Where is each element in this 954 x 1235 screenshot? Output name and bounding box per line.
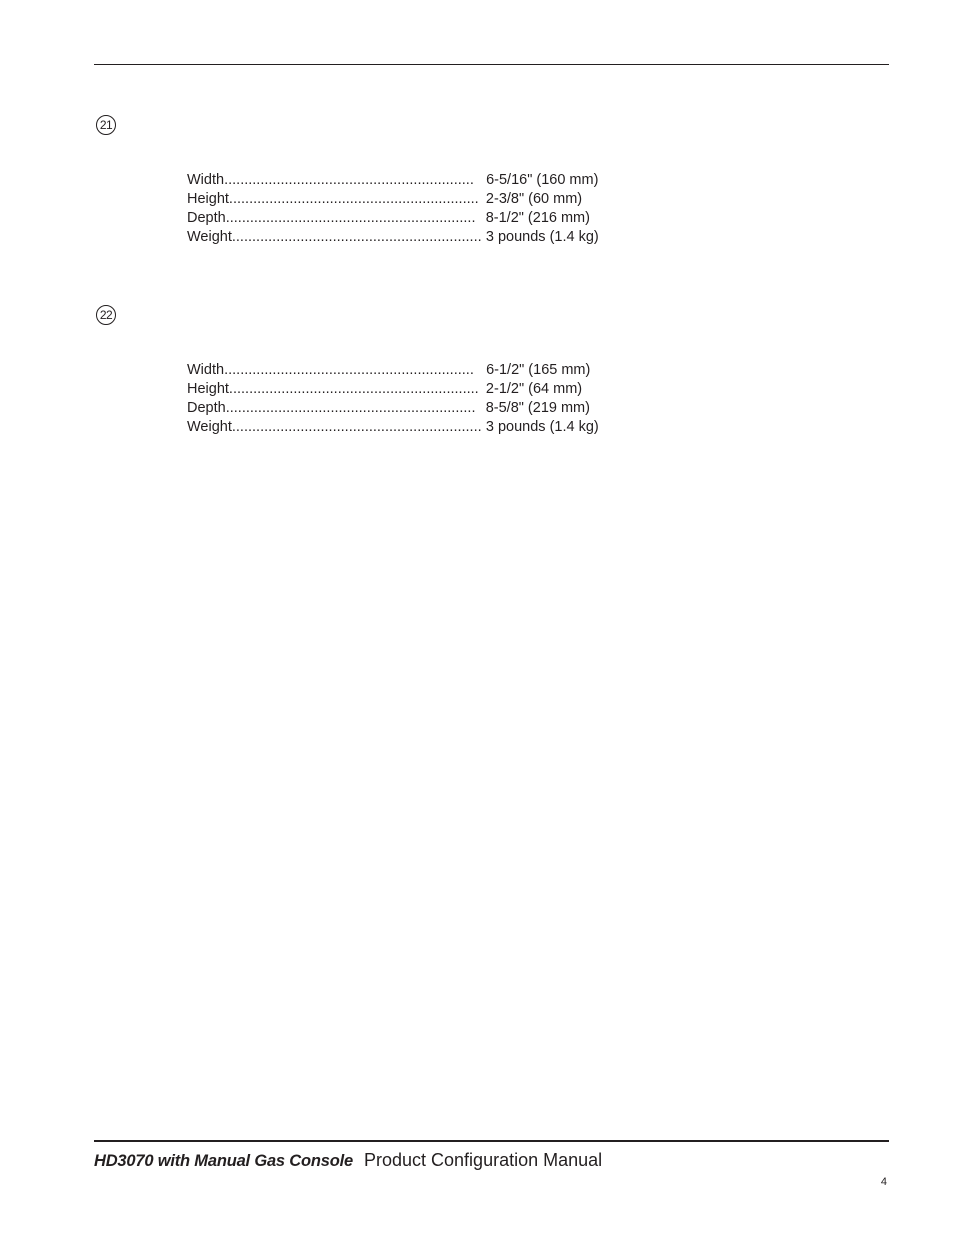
spec-value: 2-3/8" (60 mm) (485, 191, 583, 207)
spec-row-depth (187, 399, 627, 418)
spec-value: 3 pounds (1.4 kg) (485, 229, 599, 245)
spec-label: Depth (187, 210, 226, 226)
spec-label: Width (187, 172, 225, 188)
spec-value: 6-5/16" (160 mm) (486, 172, 599, 188)
spec-value: 6-1/2" (165 mm) (486, 362, 591, 378)
footer-title (94, 1149, 602, 1172)
page-number: 4 (880, 1176, 887, 1188)
spec-row-width (187, 171, 627, 190)
spec-value: 8-1/2" (216 mm) (485, 210, 590, 226)
spec-row-weight (187, 418, 627, 437)
spec-label: Weight (187, 229, 232, 245)
spec-row-weight (187, 228, 627, 247)
leader-dots: .............................................................. (225, 210, 476, 226)
header-rule (94, 64, 889, 65)
spec-list (187, 171, 627, 247)
spec-row-height (187, 190, 627, 209)
leader-dots: .............................................................. (225, 400, 476, 416)
footer-product-name: HD3070 with Manual Gas Console (94, 1152, 353, 1170)
leader-dots: .............................................................. (224, 362, 474, 378)
leader-dots: .............................................................. (231, 229, 482, 245)
section-number-badge: 22 (96, 305, 116, 325)
leader-dots: .............................................................. (224, 172, 474, 188)
spec-label: Width (187, 362, 225, 378)
spec-row-width (187, 361, 627, 380)
spec-label: Height (187, 381, 229, 397)
section-number-badge: 21 (96, 115, 116, 135)
spec-row-height (187, 380, 627, 399)
footer-manual-title: Product Configuration Manual (364, 1150, 603, 1170)
footer-rule (94, 1140, 889, 1142)
leader-dots: .............................................................. (228, 381, 479, 397)
spec-label: Height (187, 191, 229, 207)
leader-dots: .............................................................. (231, 419, 482, 435)
spec-label: Weight (187, 419, 232, 435)
spec-value: 3 pounds (1.4 kg) (485, 419, 599, 435)
spec-value: 2-1/2" (64 mm) (485, 381, 583, 397)
spec-label: Depth (187, 400, 226, 416)
spec-list (187, 361, 627, 437)
spec-value: 8-5/8" (219 mm) (485, 400, 590, 416)
spec-row-depth (187, 209, 627, 228)
leader-dots: .............................................................. (228, 191, 479, 207)
